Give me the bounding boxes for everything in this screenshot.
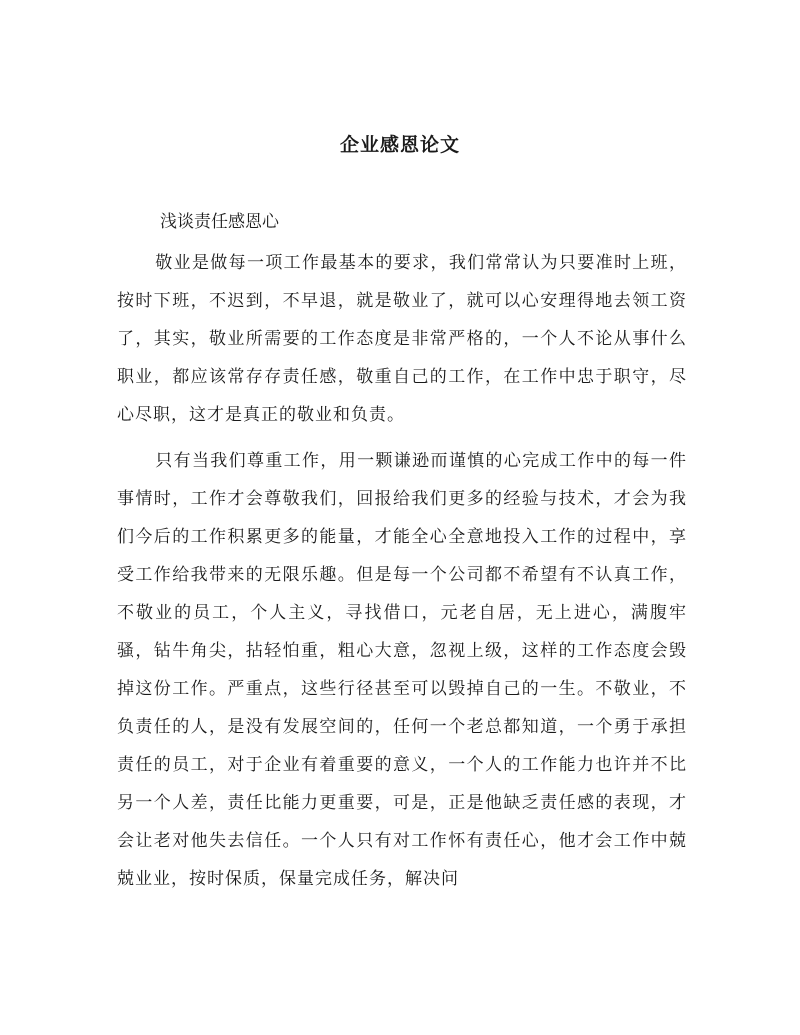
document-body [117, 244, 687, 906]
paragraph: 只有当我们尊重工作，用一颗谦逊而谨慎的心完成工作中的每一件事情时，工作才会尊敬我们，回报给我们更多的经验与技术，才会为我们今后的工作积累更多的能量，才能全心全意地投入工作的过程中，享受工作给我带来的无限乐趣。但是每一个公司都不希望有不认真工作，不敬业的员工，个人主义，寻找借口，元老自居，无上进心，满腹牢骚，钻牛角尖，拈轻怕重，粗心大意，忽视上级，这样的工作态度会毁掉这份工作。严重点，这些行径甚至可以毁掉自己的一生。不敬业，不负责任的人，是没有发展空间的，任何一个老总都知道，一个勇于承担责任的员工，对于企业有着重要的意义，一个人的工作能力也许并不比另一个人差，责任比能力更重要，可是，正是他缺乏责任感的表现，才会让老对他失去信任。一个人只有对工作怀有责任心，他才会工作中兢兢业业，按时保质，保量完成任务，解决问 [117, 451, 687, 889]
paragraph: 敬业是做每一项工作最基本的要求，我们常常认为只要准时上班，按时下班，不迟到，不早退，就是敬业了，就可以心安理得地去领工资了，其实，敬业所需要的工作态度是非常严格的，一个人不论从事什么职业，都应该常存存责任感，敬重自己的工作，在工作中忠于职守，尽心尽职，这才是真正的敬业和负责。 [117, 253, 687, 425]
document-title: 企业感恩论文 [339, 134, 460, 156]
document-subtitle: 浅谈责任感恩心 [160, 212, 279, 232]
